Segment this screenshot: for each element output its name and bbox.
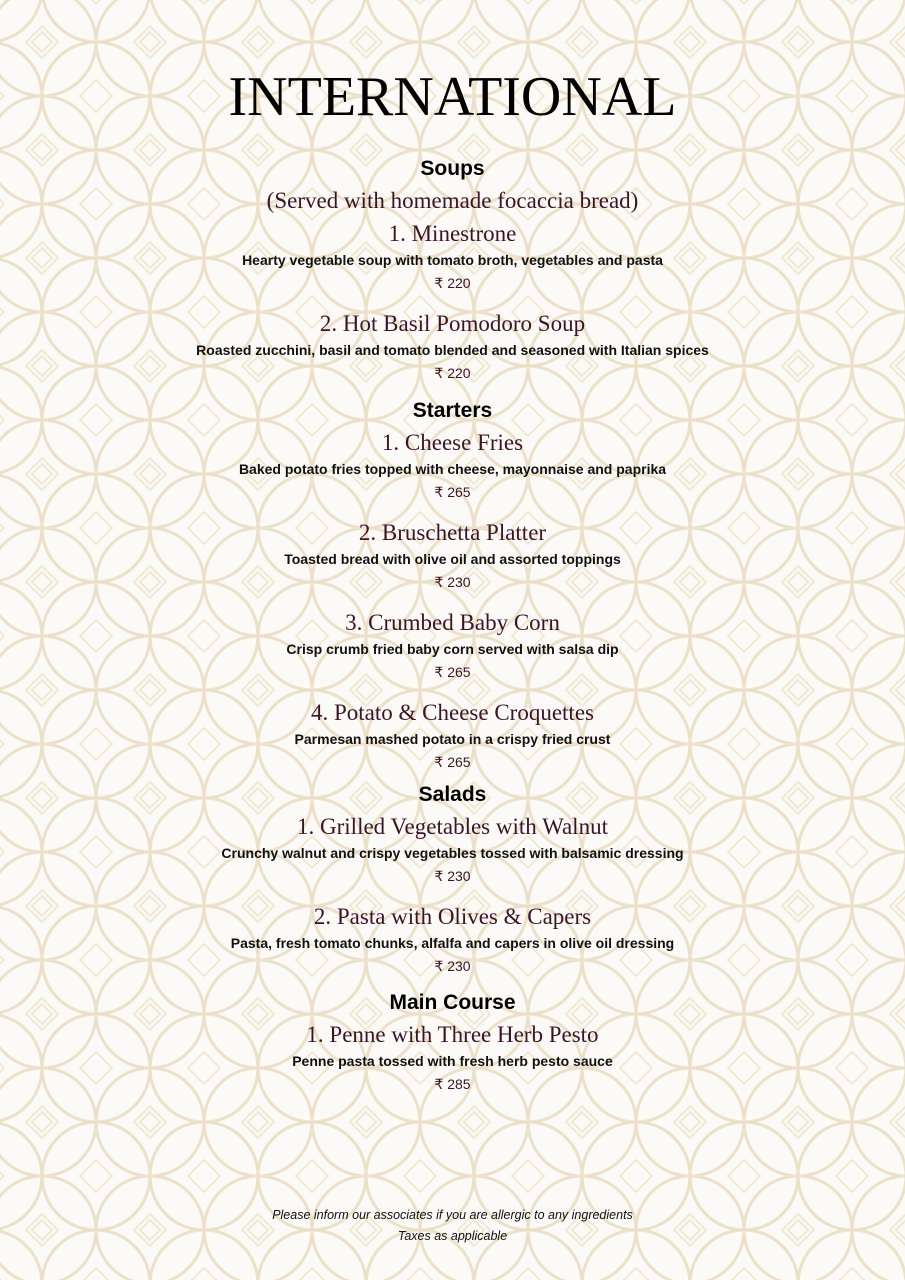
item-description: Penne pasta tossed with fresh herb pesto sauce (292, 1053, 613, 1069)
allergy-note: Please inform our associates if you are allergic to any ingredients (272, 1208, 633, 1222)
section-heading: Main Course (389, 991, 516, 1014)
section-soups (0, 156, 905, 385)
item-price: ₹ 220 (434, 365, 471, 381)
menu-item (0, 902, 905, 978)
item-price: ₹ 265 (434, 664, 471, 680)
tax-note: Taxes as applicable (397, 1229, 508, 1243)
item-description: Pasta, fresh tomato chunks, alfalfa and capers in olive oil dressing (230, 935, 675, 951)
item-name: 4. Potato & Cheese Croquettes (311, 700, 594, 725)
item-price: ₹ 285 (434, 1076, 471, 1092)
section-main-course (0, 990, 905, 1096)
menu-item (0, 219, 905, 295)
section-heading: Soups (420, 157, 485, 180)
item-name: 1. Grilled Vegetables with Walnut (297, 814, 608, 839)
section-heading: Salads (418, 783, 487, 806)
item-name: 2. Hot Basil Pomodoro Soup (319, 311, 586, 336)
menu-item (0, 428, 905, 504)
item-description: Roasted zucchini, basil and tomato blended and seasoned with Italian spices (196, 342, 709, 358)
item-description: Parmesan mashed potato in a crispy fried crust (294, 731, 611, 747)
item-name: 1. Penne with Three Herb Pesto (306, 1022, 599, 1047)
menu-item (0, 698, 905, 774)
item-name: 1. Cheese Fries (381, 430, 524, 455)
item-name: 2. Pasta with Olives & Capers (313, 904, 592, 929)
section-salads (0, 782, 905, 978)
item-price: ₹ 220 (434, 275, 471, 291)
item-description: Hearty vegetable soup with tomato broth, vegetables and pasta (242, 252, 663, 268)
page-title: INTERNATIONAL (228, 66, 677, 128)
section-heading: Starters (412, 399, 493, 422)
menu-item (0, 518, 905, 594)
item-price: ₹ 230 (434, 868, 471, 884)
item-price: ₹ 230 (434, 574, 471, 590)
item-description: Toasted bread with olive oil and assorted toppings (284, 551, 621, 567)
item-name: 3. Crumbed Baby Corn (345, 610, 560, 635)
menu-item (0, 608, 905, 684)
item-price: ₹ 265 (434, 484, 471, 500)
section-note: (Served with homemade focaccia bread) (266, 188, 639, 213)
item-description: Crisp crumb fried baby corn served with salsa dip (286, 641, 619, 657)
menu-item (0, 309, 905, 385)
footer-note (0, 1205, 905, 1247)
item-description: Baked potato fries topped with cheese, mayonnaise and paprika (238, 461, 667, 477)
menu-item (0, 1020, 905, 1096)
item-name: 1. Minestrone (388, 221, 517, 246)
item-price: ₹ 230 (434, 958, 471, 974)
menu-item (0, 812, 905, 888)
item-description: Crunchy walnut and crispy vegetables tossed with balsamic dressing (221, 845, 684, 861)
item-name: 2. Bruschetta Platter (358, 520, 547, 545)
item-price: ₹ 265 (434, 754, 471, 770)
section-starters (0, 398, 905, 774)
